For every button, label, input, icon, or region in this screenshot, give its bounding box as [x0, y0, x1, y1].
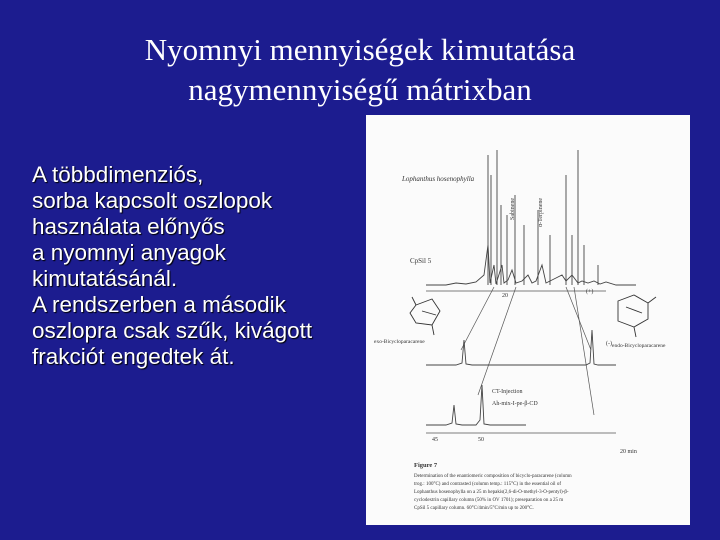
caption-line: Lophanthus hosenophylla on a 25 m hepakis(2,6-di-O-methyl-3-O-pentyl)-β- [414, 490, 569, 495]
peak-label-terpinene: α-Terpinene [538, 197, 544, 227]
body-line: frakciót engedtek át. [32, 344, 235, 369]
slide-body-text [32, 162, 367, 370]
upper-chromatogram-trace [426, 150, 636, 285]
title-line-2: nagymennyiségű mátrixban [188, 72, 532, 107]
body-line: A többdimenziós, [32, 162, 204, 187]
left-compound-label: exo-Bicycloparacarene [374, 339, 425, 345]
caption-line: Determination of the enantiomeric composition of bicyclo-paracarene (column [414, 474, 572, 479]
column-label-top: CpSil 5 [410, 257, 432, 265]
right-structure-icon [618, 295, 656, 337]
left-structure-icon [410, 297, 440, 335]
chromatogram-figure [366, 115, 690, 525]
axis-label-20min: 20 min [620, 449, 637, 455]
axis-tick-20: 20 [502, 293, 508, 299]
sample-label: Lophanthus hosenophylla [402, 175, 475, 183]
caption-line: cyclodextrin capillary column (50% in OV 1701); preseparation on a 25 m [414, 498, 564, 503]
right-compound-label: endo-Bicycloparacarene [612, 343, 666, 349]
marker-minus: (-) [606, 341, 612, 347]
chromatogram-drawing [366, 115, 690, 525]
lower-chromatogram-trace [426, 330, 616, 425]
axis-label-45: 45 [432, 437, 438, 443]
body-line: használata előnyős [32, 214, 225, 239]
slide-title [0, 30, 720, 110]
caption-line: trog.: 100°C) and contrasted (column temp.: 115°C) in the essential oil of [414, 482, 561, 487]
caption-line: CpSil 5 capillary column. 60°C/4min/5°C/min up to 200°C. [414, 506, 534, 511]
body-line: oszlopra csak szűk, kivágott [32, 318, 313, 343]
title-line-1: Nyomnyi mennyiségek kimutatása [144, 32, 576, 67]
column-label-bottom-1: CT-Injection [492, 389, 523, 395]
body-line: kimutatásánál. [32, 266, 178, 291]
body-line: a nyomnyi anyagok [32, 240, 226, 265]
peak-label-sabinene: Sabinene [510, 198, 516, 220]
body-line: A rendszerben a második [32, 292, 286, 317]
column-label-bottom-2: Ah-mix-I-pe-β-CD [492, 401, 538, 407]
caption-title: Figure 7 [414, 462, 438, 469]
axis-label-50: 50 [478, 437, 484, 443]
marker-plus: (+) [586, 289, 594, 295]
body-line: sorba kapcsolt oszlopok [32, 188, 273, 213]
